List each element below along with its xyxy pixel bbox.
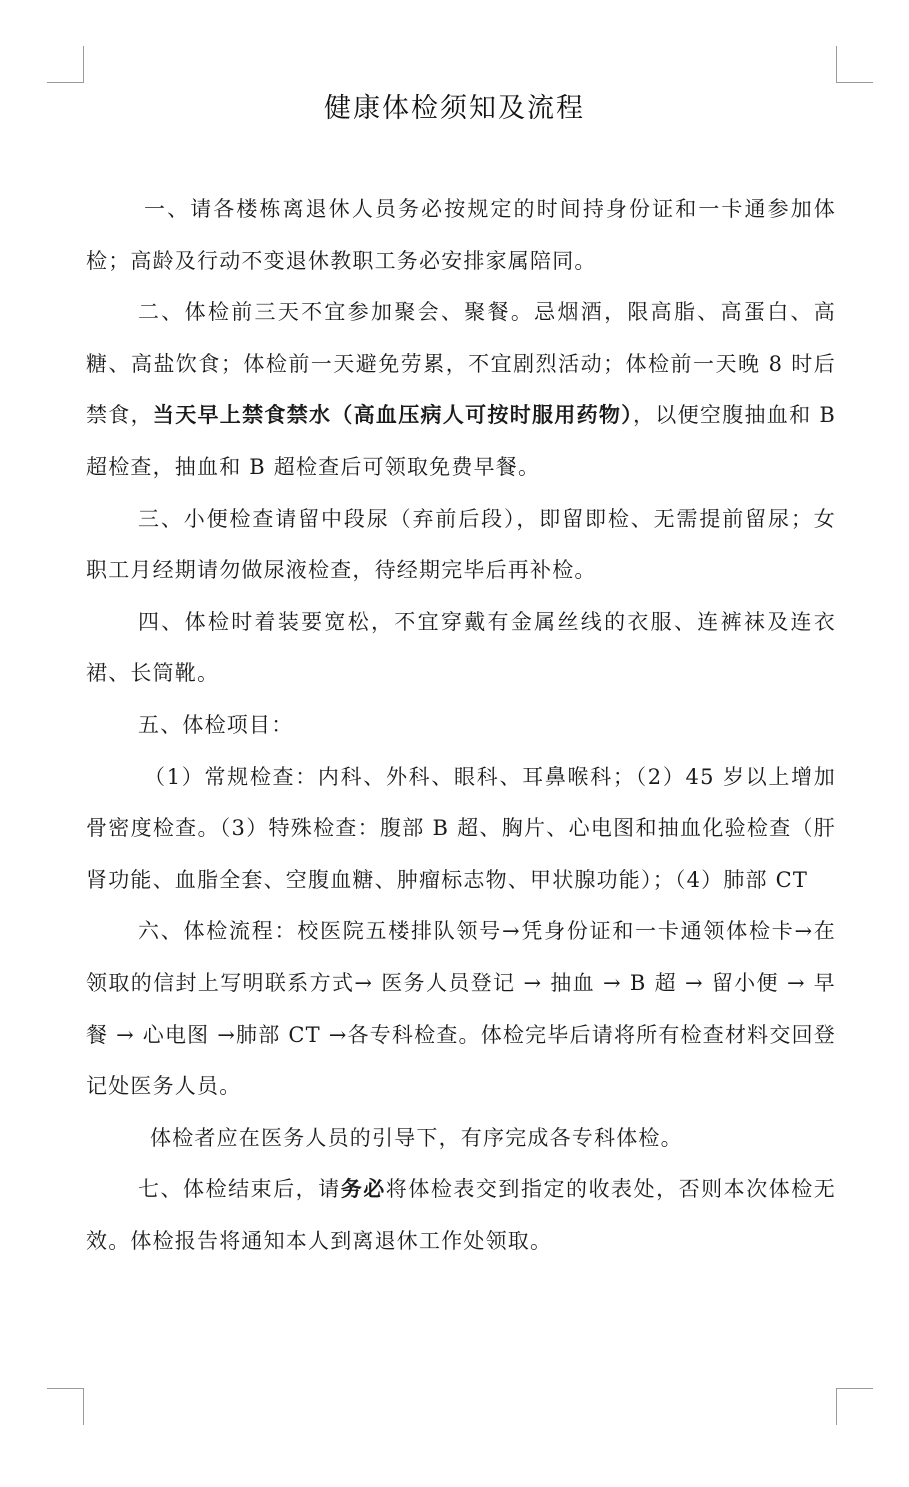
section-1: 一、请各楼栋离退休人员务必按规定的时间持身份证和一卡通参加体检；高龄及行动不变退休教职工务必安排家属陪同。 bbox=[86, 197, 836, 273]
section-7-text-b: 将体检表交到指定的收表处，否则本次体检无效。体检报告将通知本人到离退休工作处领取。 bbox=[86, 1177, 836, 1253]
section-2 bbox=[86, 287, 836, 493]
section-6: 六、体检流程：校医院五楼排队领号→凭身份证和一卡通领体检卡→在领取的信封上写明联系方式→ 医务人员登记 → 抽血 → B 超 → 留小便 → 早餐 → 心电图 →肺部 CT →各专科检查。体检完毕后请将所有检查材料交回登记处医务人员。 bbox=[86, 919, 836, 1099]
section-2-emphasis: 当天早上禁食禁水（高血压病人可按时服用药物） bbox=[152, 403, 633, 428]
section-5-items: （1）常规检查：内科、外科、眼科、耳鼻喉科；（2）45 岁以上增加骨密度检查。（3）特殊检查：腹部 B 超、胸片、心电图和抽血化验检查（肝肾功能、血脂全套、空腹血糖、肿瘤标志物、甲状腺功能）；（4）肺部 CT bbox=[86, 764, 836, 892]
crop-mark-bottom-left bbox=[47, 1388, 84, 1425]
section-2-text-b: ，以便空腹抽血和 B 超检查，抽血和 B 超检查后可领取免费早餐。 bbox=[86, 403, 837, 479]
section-7 bbox=[86, 1164, 836, 1267]
section-3: 三、小便检查请留中段尿（弃前后段），即留即检、无需提前留尿；女职工月经期请勿做尿液检查，待经期完毕后再补检。 bbox=[86, 506, 836, 583]
crop-mark-bottom-right bbox=[836, 1388, 873, 1425]
section-2-text-a: 二、体检前三天不宜参加聚会、聚餐。忌烟酒，限高脂、高蛋白、高糖、高盐饮食；体检前一天避免劳累，不宜剧烈活动；体检前一天晚 8 时后禁食， bbox=[86, 300, 836, 428]
section-6-note: 体检者应在医务人员的引导下，有序完成各专科体检。 bbox=[150, 1125, 683, 1150]
section-5-heading: 五、体检项目： bbox=[138, 712, 294, 737]
section-7-text-a: 七、体检结束后，请 bbox=[138, 1177, 341, 1202]
section-4: 四、体检时着装要宽松，不宜穿戴有金属丝线的衣服、连裤袜及连衣裙、长筒靴。 bbox=[86, 609, 836, 686]
document-title: 健康体检须知及流程 bbox=[324, 93, 585, 124]
crop-mark-top-right bbox=[836, 46, 873, 83]
section-7-emphasis: 务必 bbox=[340, 1177, 386, 1202]
crop-mark-top-left bbox=[47, 46, 84, 83]
document-body bbox=[86, 184, 836, 1267]
